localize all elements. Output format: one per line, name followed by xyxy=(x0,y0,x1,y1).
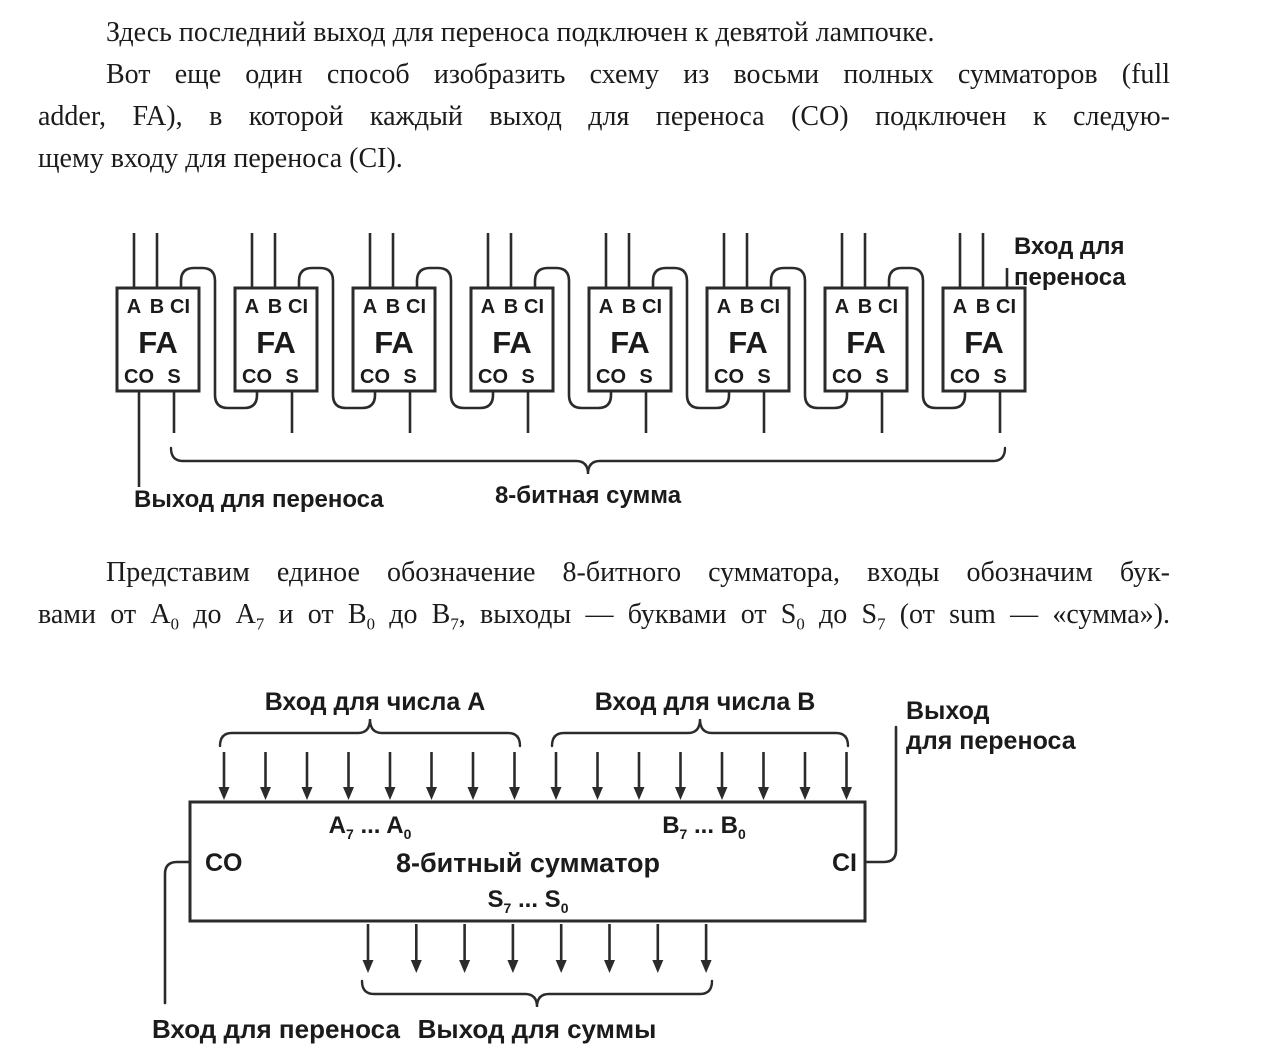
fa-port-ci-label: CI xyxy=(170,296,190,318)
input-b-arrow-head xyxy=(758,787,769,800)
sum-output-arrow-head xyxy=(556,960,567,973)
fa-port-b-label: B xyxy=(267,296,283,318)
fa-name-label: FA xyxy=(846,325,886,360)
fa-port-a-label: A xyxy=(598,296,614,318)
fa-port-b-label: B xyxy=(975,296,991,318)
fa-port-ci-label: CI xyxy=(760,296,780,318)
fa-block xyxy=(943,233,1025,433)
fa-port-b-label: B xyxy=(385,296,401,318)
body-text-line: Представим единое обозначение 8-битного сумматора, входы обозначим бук- xyxy=(106,557,1170,588)
fa-port-ci-label: CI xyxy=(288,296,308,318)
fa-port-a-label: A xyxy=(362,296,378,318)
fa-port-b-label: B xyxy=(857,296,873,318)
paragraph-middle xyxy=(38,552,1170,636)
carry-in-label: Вход для переноса xyxy=(152,1014,400,1044)
paragraphs-top xyxy=(38,12,1170,180)
input-b-arrow-head xyxy=(675,787,686,800)
fa-chain-diagram xyxy=(0,225,1280,520)
fa-port-a-label: A xyxy=(126,296,142,318)
fa-block xyxy=(707,233,789,433)
sum-label: 8-битная сумма xyxy=(494,482,682,509)
fa-port-s-label: S xyxy=(757,366,771,388)
input-a-arrow-head xyxy=(219,787,230,800)
body-text-line: adder, FA), в которой каждый выход для переноса (CO) подключен к следую- xyxy=(38,101,1170,132)
input-a-arrow-head xyxy=(302,787,313,800)
fa-port-s-label: S xyxy=(875,366,889,388)
fa-port-ci-label: CI xyxy=(406,296,426,318)
fa-port-co-label: CO xyxy=(950,366,980,388)
fa-port-s-label: S xyxy=(285,366,299,388)
input-b-arrow-head xyxy=(592,787,603,800)
sum-output-arrow-head xyxy=(701,960,712,973)
sum-brace xyxy=(171,448,1005,474)
input-a-arrow-head xyxy=(426,787,437,800)
fa-port-ci-label: CI xyxy=(642,296,662,318)
fa-port-a-label: A xyxy=(952,296,968,318)
fa-port-ci-label: CI xyxy=(878,296,898,318)
sum-out-brace xyxy=(362,981,712,1007)
fa-port-b-label: B xyxy=(621,296,637,318)
carry-out-label: Выход для переноса xyxy=(134,486,384,513)
fa-name-label: FA xyxy=(138,325,178,360)
fa-block xyxy=(589,233,671,433)
subscript: 7 xyxy=(877,614,886,634)
sum-output-arrow-head xyxy=(459,960,470,973)
adder-block-diagram xyxy=(0,688,1280,1054)
input-a-brace xyxy=(220,719,520,746)
input-b-brace xyxy=(552,719,848,746)
carry-out-label: для переноса xyxy=(906,727,1076,755)
sum-output-arrow-head xyxy=(411,960,422,973)
fa-name-label: FA xyxy=(374,325,414,360)
fa-block xyxy=(235,233,317,433)
fa-port-a-label: A xyxy=(244,296,260,318)
input-a-arrow-head xyxy=(385,787,396,800)
fa-port-co-label: CO xyxy=(242,366,272,388)
fa-port-a-label: A xyxy=(480,296,496,318)
carry-in-label: переноса xyxy=(1014,264,1126,291)
body-text-line: Здесь последний выход для переноса подключен к девятой лампочке. xyxy=(106,17,935,48)
input-b-arrow-head xyxy=(841,787,852,800)
fa-block xyxy=(471,233,553,433)
fa-name-label: FA xyxy=(610,325,650,360)
subscript: 0 xyxy=(796,614,805,634)
ci-port-label: CI xyxy=(832,849,857,877)
fa-port-b-label: B xyxy=(739,296,755,318)
fa-port-s-label: S xyxy=(639,366,653,388)
fa-port-ci-label: CI xyxy=(524,296,544,318)
input-a-arrow-head xyxy=(260,787,271,800)
carry-out-label: Выход xyxy=(906,697,990,725)
body-text-line: щему входу для переноса (CI). xyxy=(38,143,403,174)
fa-port-co-label: CO xyxy=(714,366,744,388)
fa-block xyxy=(825,233,907,433)
input-b-arrow-head xyxy=(551,787,562,800)
input-a-arrow-head xyxy=(343,787,354,800)
subscript: 0 xyxy=(170,614,179,634)
sum-output-arrow-head xyxy=(507,960,518,973)
fa-port-co-label: CO xyxy=(832,366,862,388)
sum-output-arrow-head xyxy=(604,960,615,973)
fa-name-label: FA xyxy=(492,325,532,360)
body-text-line: вами от $A_0$ до $A_7$ и от $B_0$ до $B_7$, выходы — буквами от $S_0$ до $S_7$ (от sum — «сумма»). xyxy=(38,599,1171,634)
fa-port-b-label: B xyxy=(149,296,165,318)
fa-port-s-label: S xyxy=(167,366,181,388)
carry-out-wire xyxy=(865,727,896,862)
ports-b-label: $B_7$ ... $B_0$ xyxy=(662,812,746,842)
fa-name-label: FA xyxy=(256,325,296,360)
fa-port-ci-label: CI xyxy=(996,296,1016,318)
input-a-arrow-head xyxy=(468,787,479,800)
fa-port-co-label: CO xyxy=(360,366,390,388)
co-port-label: CO xyxy=(205,849,243,877)
fa-port-co-label: CO xyxy=(596,366,626,388)
adder-title: 8-битный сумматор xyxy=(395,848,661,878)
input-b-label: Вход для числа B xyxy=(594,688,816,716)
fa-port-a-label: A xyxy=(834,296,850,318)
subscript: 7 xyxy=(450,614,459,634)
input-a-arrow-head xyxy=(509,787,520,800)
ports-s-label: $S_7$ ... $S_0$ xyxy=(487,886,569,916)
fa-name-label: FA xyxy=(964,325,1004,360)
fa-port-s-label: S xyxy=(993,366,1007,388)
input-b-arrow-head xyxy=(717,787,728,800)
input-b-arrow-head xyxy=(800,787,811,800)
subscript: 0 xyxy=(366,614,375,634)
ports-a-label: $A_7$ ... $A_0$ xyxy=(328,812,412,842)
fa-port-b-label: B xyxy=(503,296,519,318)
fa-name-label: FA xyxy=(728,325,768,360)
carry-in-wire xyxy=(165,862,190,1003)
sum-out-label: Выход для суммы xyxy=(417,1014,657,1044)
fa-port-s-label: S xyxy=(521,366,535,388)
subscript: 7 xyxy=(255,614,265,634)
fa-block xyxy=(353,233,435,433)
sum-output-arrow-head xyxy=(363,960,374,973)
input-b-arrow-head xyxy=(634,787,645,800)
body-text-line: Вот еще один способ изобразить схему из восьми полных сумматоров (full xyxy=(106,59,1170,90)
carry-in-label: Вход для xyxy=(1014,233,1125,260)
sum-output-arrow-head xyxy=(652,960,663,973)
fa-port-a-label: A xyxy=(716,296,732,318)
fa-port-s-label: S xyxy=(403,366,417,388)
input-a-label: Вход для числа A xyxy=(264,688,486,716)
fa-port-co-label: CO xyxy=(478,366,508,388)
fa-port-co-label: CO xyxy=(124,366,154,388)
fa-block xyxy=(117,233,199,487)
